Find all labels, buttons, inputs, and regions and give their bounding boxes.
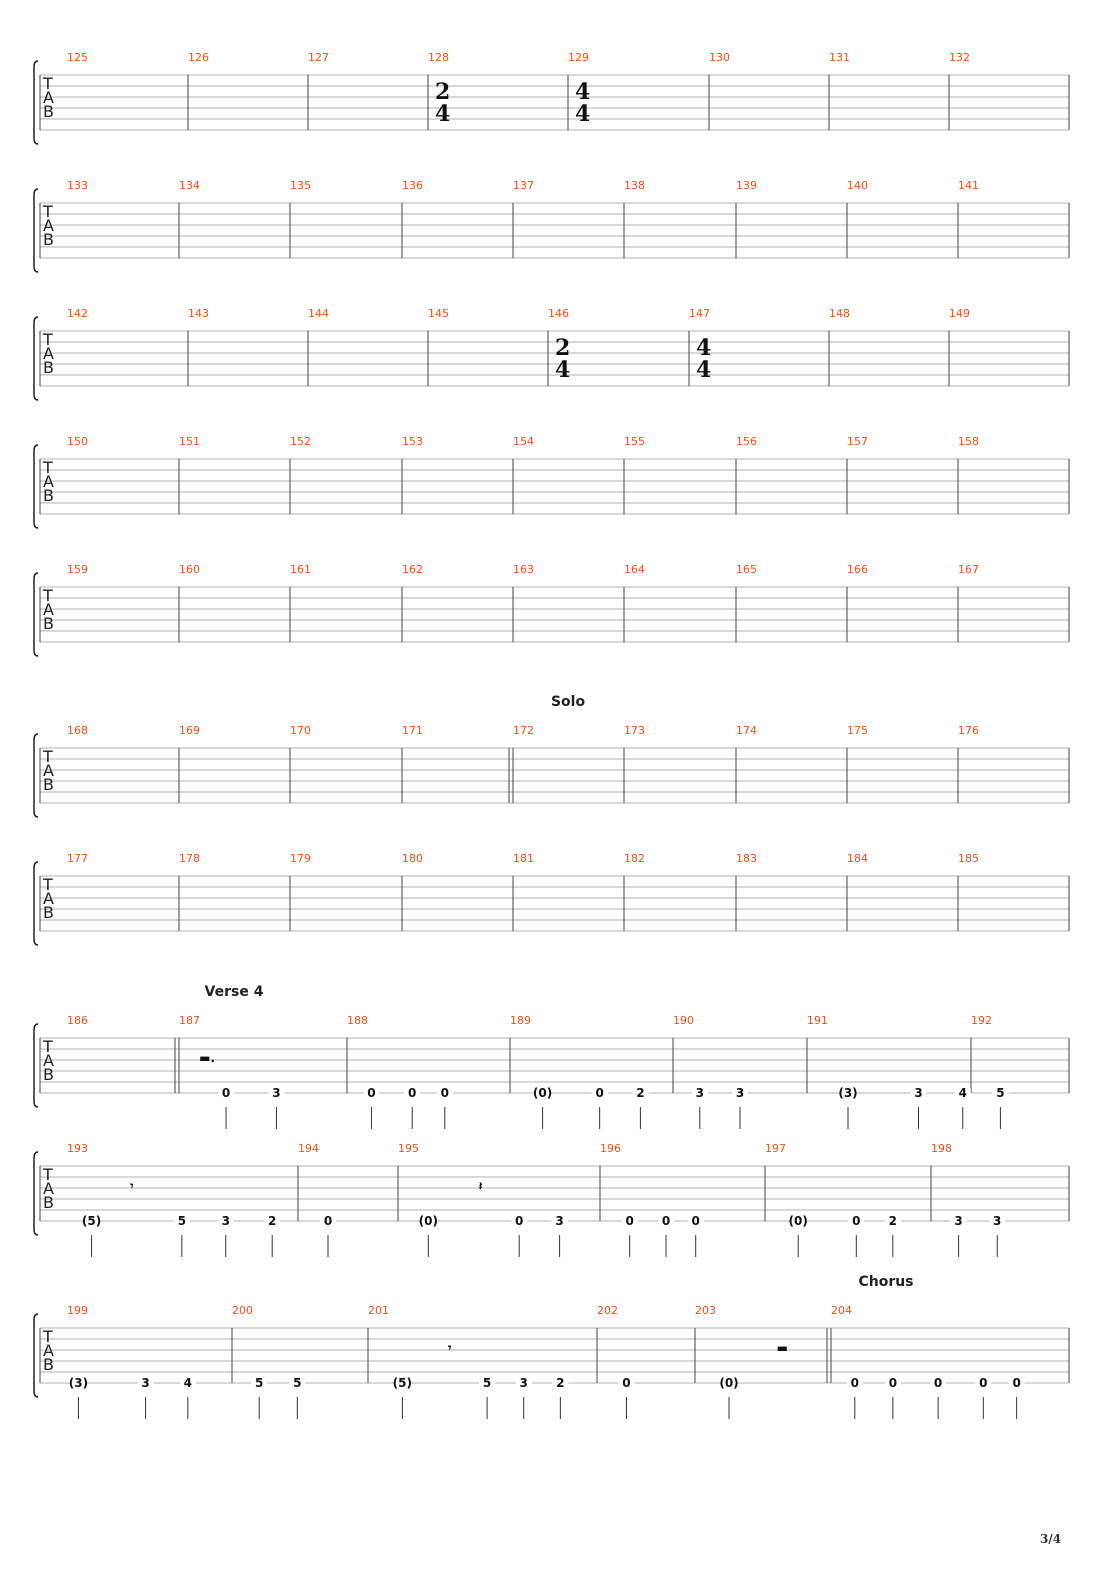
tab-clef-letter: A bbox=[43, 344, 54, 363]
fret-number: 0 bbox=[933, 1376, 943, 1390]
measure-number: 165 bbox=[736, 563, 757, 576]
time-signature-top: 2 bbox=[555, 335, 571, 361]
fret-number: (0) bbox=[719, 1376, 739, 1390]
tab-clef-letter: T bbox=[43, 875, 53, 894]
tab-clef-letter: A bbox=[43, 889, 54, 908]
measure-number: 179 bbox=[290, 852, 311, 865]
tab-clef-letter: A bbox=[43, 761, 54, 780]
measure-number: 155 bbox=[624, 435, 645, 448]
system-bracket bbox=[34, 317, 38, 400]
tab-clef-letter: A bbox=[43, 216, 54, 235]
measure-number: 143 bbox=[188, 307, 209, 320]
measure-number: 176 bbox=[958, 724, 979, 737]
time-signature-top: 4 bbox=[575, 79, 591, 105]
measure-number: 184 bbox=[847, 852, 868, 865]
system-bracket bbox=[34, 61, 38, 144]
fret-number: 5 bbox=[996, 1086, 1005, 1100]
measure-number: 164 bbox=[624, 563, 645, 576]
measure-number: 183 bbox=[736, 852, 757, 865]
measure-number: 175 bbox=[847, 724, 868, 737]
tab-clef-letter: T bbox=[43, 202, 53, 221]
fret-number: 3 bbox=[914, 1086, 923, 1100]
measure-number: 171 bbox=[402, 724, 423, 737]
system-bracket bbox=[34, 189, 38, 272]
measure-number: 146 bbox=[548, 307, 569, 320]
fret-number: (0) bbox=[788, 1214, 808, 1228]
measure-number: 178 bbox=[179, 852, 200, 865]
measure-number: 148 bbox=[829, 307, 850, 320]
measure-number: 132 bbox=[949, 51, 970, 64]
measure-number: 177 bbox=[67, 852, 88, 865]
tab-clef-letter: A bbox=[43, 88, 54, 107]
measure-number: 190 bbox=[673, 1014, 694, 1027]
tab-clef-letter: B bbox=[43, 486, 54, 505]
section-label: Solo bbox=[550, 694, 586, 710]
tab-clef-letter: B bbox=[43, 1193, 54, 1212]
measure-number: 202 bbox=[597, 1304, 618, 1317]
fret-number: 0 bbox=[515, 1214, 524, 1228]
measure-number: 158 bbox=[958, 435, 979, 448]
system-bracket bbox=[34, 573, 38, 656]
rest-symbol: ▬ bbox=[776, 1341, 788, 1355]
fret-number: 5 bbox=[255, 1376, 264, 1390]
fret-number: 0 bbox=[622, 1376, 631, 1390]
measure-number: 191 bbox=[807, 1014, 828, 1027]
system-bracket bbox=[34, 445, 38, 528]
measure-number: 154 bbox=[513, 435, 534, 448]
system-bracket bbox=[34, 1314, 38, 1397]
measure-number: 201 bbox=[368, 1304, 389, 1317]
rest-symbol: 𝄾 bbox=[130, 1179, 134, 1193]
tab-clef-letter: A bbox=[43, 1341, 54, 1360]
tab-clef-letter: B bbox=[43, 1065, 54, 1084]
fret-number: (0) bbox=[418, 1214, 438, 1228]
measure-number: 195 bbox=[398, 1142, 419, 1155]
tab-clef-letter: B bbox=[43, 1355, 54, 1374]
fret-number: 0 bbox=[691, 1214, 700, 1228]
rest-symbol: ▬. bbox=[199, 1051, 216, 1065]
measure-number: 139 bbox=[736, 179, 757, 192]
fret-number: 0 bbox=[625, 1214, 634, 1228]
measure-number: 199 bbox=[67, 1304, 88, 1317]
tab-clef-letter: T bbox=[43, 586, 53, 605]
fret-number: 0 bbox=[979, 1376, 988, 1390]
measure-number: 138 bbox=[624, 179, 645, 192]
tab-clef-letter: B bbox=[43, 102, 54, 121]
fret-number: (0) bbox=[532, 1086, 553, 1100]
measure-number: 204 bbox=[831, 1304, 852, 1317]
measure-number: 187 bbox=[179, 1014, 200, 1027]
system-bracket bbox=[34, 734, 38, 817]
measure-number: 147 bbox=[689, 307, 710, 320]
time-signature-bottom: 4 bbox=[696, 357, 712, 383]
tab-clef-letter: T bbox=[43, 1165, 53, 1184]
measure-number: 160 bbox=[179, 563, 200, 576]
measure-number: 167 bbox=[958, 563, 979, 576]
fret-number: 4 bbox=[958, 1086, 967, 1100]
measure-number: 194 bbox=[298, 1142, 319, 1155]
fret-number: 2 bbox=[268, 1214, 277, 1228]
tab-clef-letter: T bbox=[43, 330, 53, 349]
time-signature-bottom: 4 bbox=[435, 101, 451, 127]
measure-number: 186 bbox=[67, 1014, 88, 1027]
measure-number: 145 bbox=[428, 307, 449, 320]
measure-number: 180 bbox=[402, 852, 423, 865]
fret-number: 0 bbox=[367, 1086, 376, 1100]
measure-number: 135 bbox=[290, 179, 311, 192]
measure-number: 166 bbox=[847, 563, 868, 576]
fret-number: 0 bbox=[408, 1086, 417, 1100]
fret-number: 3 bbox=[695, 1086, 704, 1100]
fret-number: 3 bbox=[272, 1086, 281, 1100]
fret-number: 2 bbox=[636, 1086, 645, 1100]
fret-number: 0 bbox=[595, 1086, 604, 1100]
fret-number: 0 bbox=[850, 1376, 859, 1390]
measure-number: 170 bbox=[290, 724, 311, 737]
measure-number: 128 bbox=[428, 51, 449, 64]
measure-number: 163 bbox=[513, 563, 534, 576]
measure-number: 188 bbox=[347, 1014, 368, 1027]
section-label: Chorus bbox=[858, 1274, 914, 1290]
measure-number: 134 bbox=[179, 179, 200, 192]
time-signature-bottom: 4 bbox=[555, 357, 571, 383]
tab-clef-letter: T bbox=[43, 458, 53, 477]
measure-number: 133 bbox=[67, 179, 88, 192]
fret-number: 0 bbox=[661, 1214, 671, 1228]
fret-number: 5 bbox=[482, 1376, 492, 1390]
measure-number: 149 bbox=[949, 307, 970, 320]
tab-clef-letter: T bbox=[43, 1327, 53, 1346]
time-signature-top: 4 bbox=[696, 335, 712, 361]
measure-number: 157 bbox=[847, 435, 868, 448]
measure-number: 189 bbox=[510, 1014, 531, 1027]
measure-number: 172 bbox=[513, 724, 534, 737]
tab-clef-letter: B bbox=[43, 230, 54, 249]
measure-number: 174 bbox=[736, 724, 757, 737]
measure-number: 169 bbox=[179, 724, 200, 737]
measure-number: 161 bbox=[290, 563, 311, 576]
measure-number: 130 bbox=[709, 51, 730, 64]
fret-number: 5 bbox=[177, 1214, 187, 1228]
measure-number: 192 bbox=[971, 1014, 992, 1027]
fret-number: 3 bbox=[221, 1214, 230, 1228]
measure-number: 168 bbox=[67, 724, 88, 737]
measure-number: 144 bbox=[308, 307, 329, 320]
measure-number: 196 bbox=[600, 1142, 621, 1155]
fret-number: 0 bbox=[221, 1086, 231, 1100]
measure-number: 193 bbox=[67, 1142, 88, 1155]
fret-number: 4 bbox=[183, 1376, 193, 1390]
measure-number: 136 bbox=[402, 179, 423, 192]
time-signature-top: 2 bbox=[435, 79, 451, 105]
tab-clef-letter: B bbox=[43, 775, 54, 794]
measure-number: 198 bbox=[931, 1142, 952, 1155]
measure-number: 137 bbox=[513, 179, 534, 192]
fret-number: 5 bbox=[293, 1376, 302, 1390]
fret-number: 0 bbox=[852, 1214, 861, 1228]
measure-number: 126 bbox=[188, 51, 209, 64]
measure-number: 173 bbox=[624, 724, 645, 737]
measure-number: 181 bbox=[513, 852, 534, 865]
tab-clef-letter: T bbox=[43, 74, 53, 93]
time-signature-bottom: 4 bbox=[575, 101, 591, 127]
measure-number: 152 bbox=[290, 435, 311, 448]
system-bracket bbox=[34, 862, 38, 945]
fret-number: 0 bbox=[323, 1214, 333, 1228]
fret-number: (5) bbox=[81, 1214, 102, 1228]
rest-symbol: 𝄾 bbox=[448, 1341, 452, 1355]
fret-number: 3 bbox=[555, 1214, 564, 1228]
measure-number: 203 bbox=[695, 1304, 716, 1317]
fret-number: (3) bbox=[838, 1086, 858, 1100]
tab-clef-letter: A bbox=[43, 472, 54, 491]
measure-number: 150 bbox=[67, 435, 88, 448]
measure-number: 131 bbox=[829, 51, 850, 64]
fret-number: (3) bbox=[68, 1376, 89, 1390]
tab-clef-letter: A bbox=[43, 1051, 54, 1070]
fret-number: 3 bbox=[993, 1214, 1002, 1228]
tab-clef-letter: B bbox=[43, 903, 54, 922]
measure-number: 125 bbox=[67, 51, 88, 64]
tab-clef-letter: B bbox=[43, 358, 54, 377]
tab-clef-letter: A bbox=[43, 1179, 54, 1198]
system-bracket bbox=[34, 1024, 38, 1107]
measure-number: 141 bbox=[958, 179, 979, 192]
fret-number: 0 bbox=[888, 1376, 898, 1390]
tab-clef-letter: B bbox=[43, 614, 54, 633]
measure-number: 197 bbox=[765, 1142, 786, 1155]
fret-number: 2 bbox=[556, 1376, 565, 1390]
fret-number: 3 bbox=[735, 1086, 745, 1100]
fret-number: 3 bbox=[954, 1214, 963, 1228]
measure-number: 140 bbox=[847, 179, 868, 192]
measure-number: 182 bbox=[624, 852, 645, 865]
measure-number: 156 bbox=[736, 435, 757, 448]
measure-number: 200 bbox=[232, 1304, 253, 1317]
tab-clef-letter: T bbox=[43, 1037, 53, 1056]
measure-number: 127 bbox=[308, 51, 329, 64]
fret-number: 3 bbox=[141, 1376, 150, 1390]
measure-number: 159 bbox=[67, 563, 88, 576]
tab-clef-letter: T bbox=[43, 747, 53, 766]
measure-number: 142 bbox=[67, 307, 88, 320]
tab-clef-letter: A bbox=[43, 600, 54, 619]
measure-number: 151 bbox=[179, 435, 200, 448]
measure-number: 185 bbox=[958, 852, 979, 865]
fret-number: 2 bbox=[888, 1214, 897, 1228]
fret-number: 0 bbox=[440, 1086, 449, 1100]
measure-number: 129 bbox=[568, 51, 589, 64]
system-bracket bbox=[34, 1152, 38, 1235]
fret-number: 0 bbox=[1012, 1376, 1021, 1390]
measure-number: 153 bbox=[402, 435, 423, 448]
page-number: 3/4 bbox=[1040, 1532, 1062, 1546]
rest-symbol: 𝄽 bbox=[478, 1179, 483, 1193]
measure-number: 162 bbox=[402, 563, 423, 576]
fret-number: 3 bbox=[519, 1376, 528, 1390]
fret-number: (5) bbox=[392, 1376, 413, 1390]
section-label: Verse 4 bbox=[204, 984, 264, 1000]
